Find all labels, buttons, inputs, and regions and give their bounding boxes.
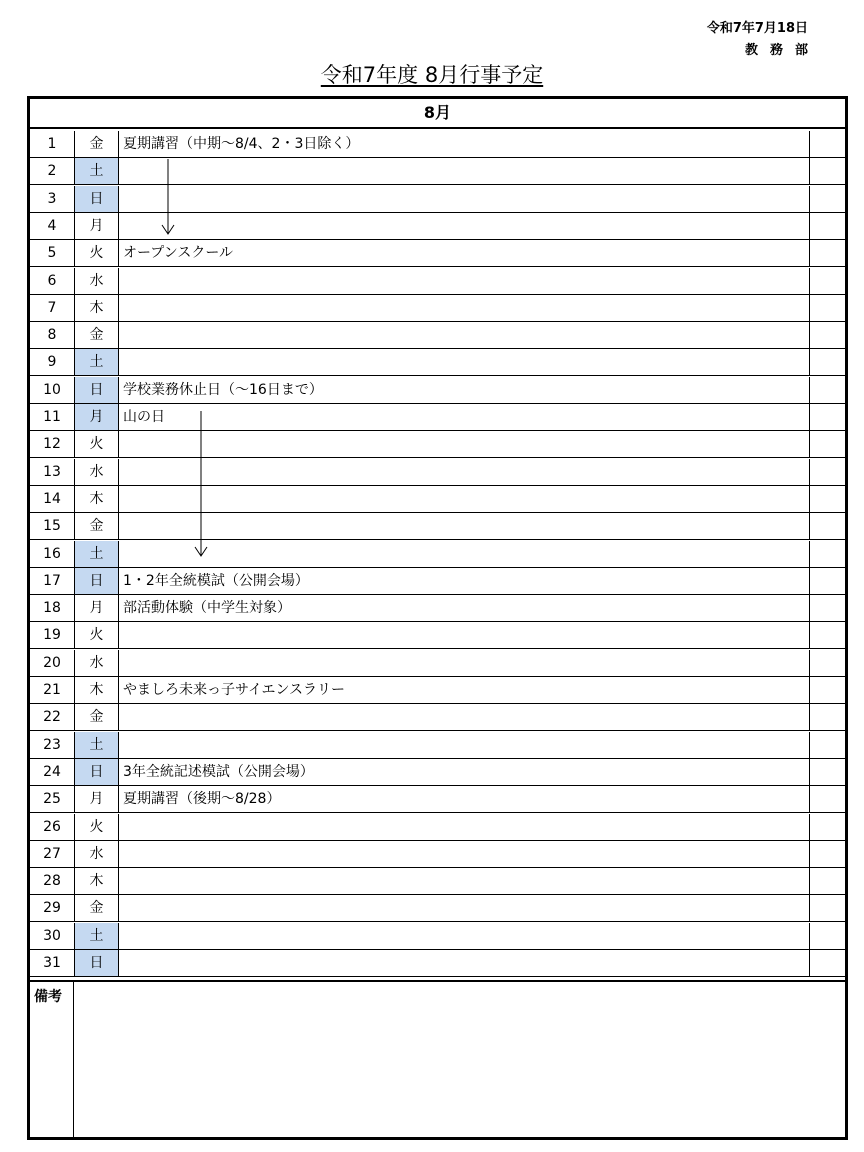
event: 夏期講習（後期～8/28）: [119, 786, 810, 812]
extra-cell: [810, 841, 845, 867]
weekday: 日: [75, 568, 119, 594]
extra-cell: [810, 486, 845, 512]
day-number: 5: [30, 240, 75, 266]
span-arrow-down-icon: [158, 157, 178, 237]
month-header: 8月: [30, 99, 845, 129]
event: [119, 349, 810, 375]
extra-cell: [810, 295, 845, 321]
weekday: 土: [75, 349, 119, 375]
table-row: [30, 704, 845, 731]
extra-cell: [810, 431, 845, 457]
issue-date: 令和7年7月18日: [706, 21, 808, 36]
day-number: 16: [30, 541, 75, 567]
extra-cell: [810, 459, 845, 485]
weekday: 月: [75, 404, 119, 430]
weekday: 日: [75, 759, 119, 785]
weekday: 木: [75, 868, 119, 894]
extra-cell: [810, 923, 845, 949]
event: [119, 704, 810, 730]
weekday: 日: [75, 950, 119, 976]
table-row: [30, 268, 845, 295]
table-row: [30, 786, 845, 813]
extra-cell: [810, 541, 845, 567]
table-row: [30, 868, 845, 895]
day-number: 4: [30, 213, 75, 239]
table-row: [30, 568, 845, 595]
table-row: [30, 158, 845, 185]
extra-cell: [810, 677, 845, 703]
day-number: 28: [30, 868, 75, 894]
extra-cell: [810, 404, 845, 430]
weekday: 水: [75, 459, 119, 485]
weekday: 日: [75, 186, 119, 212]
notes-section: [30, 980, 845, 1139]
table-row: [30, 814, 845, 841]
event: 1・2年全統模試（公開会場）: [119, 568, 810, 594]
event: [119, 431, 810, 457]
day-number: 19: [30, 622, 75, 648]
table-row: [30, 923, 845, 950]
weekday: 月: [75, 213, 119, 239]
weekday: 木: [75, 677, 119, 703]
table-row: [30, 431, 845, 458]
extra-cell: [810, 131, 845, 157]
event: [119, 186, 810, 212]
span-arrow-down-icon: [191, 409, 211, 559]
event: [119, 950, 810, 976]
day-number: 15: [30, 513, 75, 539]
weekday: 土: [75, 732, 119, 758]
day-number: 9: [30, 349, 75, 375]
event: 夏期講習（中期～8/4、2・3日除く）: [119, 131, 810, 157]
extra-cell: [810, 786, 845, 812]
event: 山の日: [119, 404, 810, 430]
day-number: 1: [30, 131, 75, 157]
event: [119, 814, 810, 840]
weekday: 土: [75, 158, 119, 184]
weekday: 火: [75, 622, 119, 648]
day-number: 3: [30, 186, 75, 212]
weekday: 日: [75, 377, 119, 403]
day-number: 23: [30, 732, 75, 758]
weekday: 木: [75, 295, 119, 321]
extra-cell: [810, 868, 845, 894]
extra-cell: [810, 240, 845, 266]
extra-cell: [810, 349, 845, 375]
day-number: 17: [30, 568, 75, 594]
table-row: [30, 186, 845, 213]
table-row: [30, 595, 845, 622]
table-row: [30, 240, 845, 267]
weekday: 木: [75, 486, 119, 512]
table-row: [30, 732, 845, 759]
event: [119, 213, 810, 239]
table-row: [30, 677, 845, 704]
notes-label: 備考: [30, 982, 74, 1139]
day-number: 25: [30, 786, 75, 812]
table-row: [30, 622, 845, 649]
extra-cell: [810, 622, 845, 648]
event: [119, 322, 810, 348]
extra-cell: [810, 268, 845, 294]
table-row: [30, 349, 845, 376]
schedule-table: [27, 96, 848, 1140]
weekday: 火: [75, 431, 119, 457]
table-row: [30, 759, 845, 786]
weekday: 土: [75, 923, 119, 949]
extra-cell: [810, 568, 845, 594]
event: [119, 622, 810, 648]
extra-cell: [810, 377, 845, 403]
weekday: 土: [75, 541, 119, 567]
event: [119, 923, 810, 949]
weekday: 金: [75, 131, 119, 157]
extra-cell: [810, 213, 845, 239]
event: [119, 158, 810, 184]
extra-cell: [810, 895, 845, 921]
extra-cell: [810, 595, 845, 621]
weekday: 月: [75, 786, 119, 812]
extra-cell: [810, 950, 845, 976]
weekday: 金: [75, 322, 119, 348]
day-number: 11: [30, 404, 75, 430]
weekday: 火: [75, 814, 119, 840]
weekday: 水: [75, 268, 119, 294]
day-number: 31: [30, 950, 75, 976]
table-row: [30, 541, 845, 568]
event: 3年全統記述模試（公開会場）: [119, 759, 810, 785]
table-row: [30, 377, 845, 404]
extra-cell: [810, 704, 845, 730]
event: [119, 650, 810, 676]
event: [119, 732, 810, 758]
issue-block: [640, 18, 820, 62]
event: [119, 486, 810, 512]
extra-cell: [810, 650, 845, 676]
table-row: [30, 650, 845, 677]
weekday: 月: [75, 595, 119, 621]
weekday: 金: [75, 704, 119, 730]
extra-cell: [810, 513, 845, 539]
event: [119, 541, 810, 567]
event: [119, 268, 810, 294]
day-number: 21: [30, 677, 75, 703]
event: [119, 513, 810, 539]
table-row: [30, 950, 845, 977]
day-number: 8: [30, 322, 75, 348]
event: [119, 295, 810, 321]
day-number: 6: [30, 268, 75, 294]
day-number: 14: [30, 486, 75, 512]
table-row: [30, 322, 845, 349]
extra-cell: [810, 322, 845, 348]
table-row: [30, 459, 845, 486]
day-number: 2: [30, 158, 75, 184]
department: 教務部: [744, 43, 820, 58]
table-row: [30, 513, 845, 540]
day-number: 22: [30, 704, 75, 730]
table-row: [30, 895, 845, 922]
day-number: 30: [30, 923, 75, 949]
extra-cell: [810, 732, 845, 758]
table-row: [30, 295, 845, 322]
weekday: 金: [75, 513, 119, 539]
day-number: 27: [30, 841, 75, 867]
table-row: [30, 131, 845, 158]
table-row: [30, 841, 845, 868]
extra-cell: [810, 814, 845, 840]
day-number: 7: [30, 295, 75, 321]
event: 学校業務休止日（～16日まで）: [119, 377, 810, 403]
page-title-wrap: [0, 60, 864, 90]
event: [119, 841, 810, 867]
day-number: 12: [30, 431, 75, 457]
day-number: 29: [30, 895, 75, 921]
event: オープンスクール: [119, 240, 810, 266]
day-number: 10: [30, 377, 75, 403]
day-number: 26: [30, 814, 75, 840]
table-row: [30, 404, 845, 431]
event: [119, 868, 810, 894]
day-number: 20: [30, 650, 75, 676]
extra-cell: [810, 158, 845, 184]
event: 部活動体験（中学生対象）: [119, 595, 810, 621]
event: やましろ未来っ子サイエンスラリー: [119, 677, 810, 703]
page-title: 令和7年度 8月行事予定: [320, 63, 544, 87]
extra-cell: [810, 186, 845, 212]
table-row: [30, 486, 845, 513]
day-number: 18: [30, 595, 75, 621]
weekday: 水: [75, 650, 119, 676]
day-number: 13: [30, 459, 75, 485]
event: [119, 895, 810, 921]
weekday: 水: [75, 841, 119, 867]
table-row: [30, 213, 845, 240]
weekday: 金: [75, 895, 119, 921]
event: [119, 459, 810, 485]
extra-cell: [810, 759, 845, 785]
weekday: 火: [75, 240, 119, 266]
day-number: 24: [30, 759, 75, 785]
